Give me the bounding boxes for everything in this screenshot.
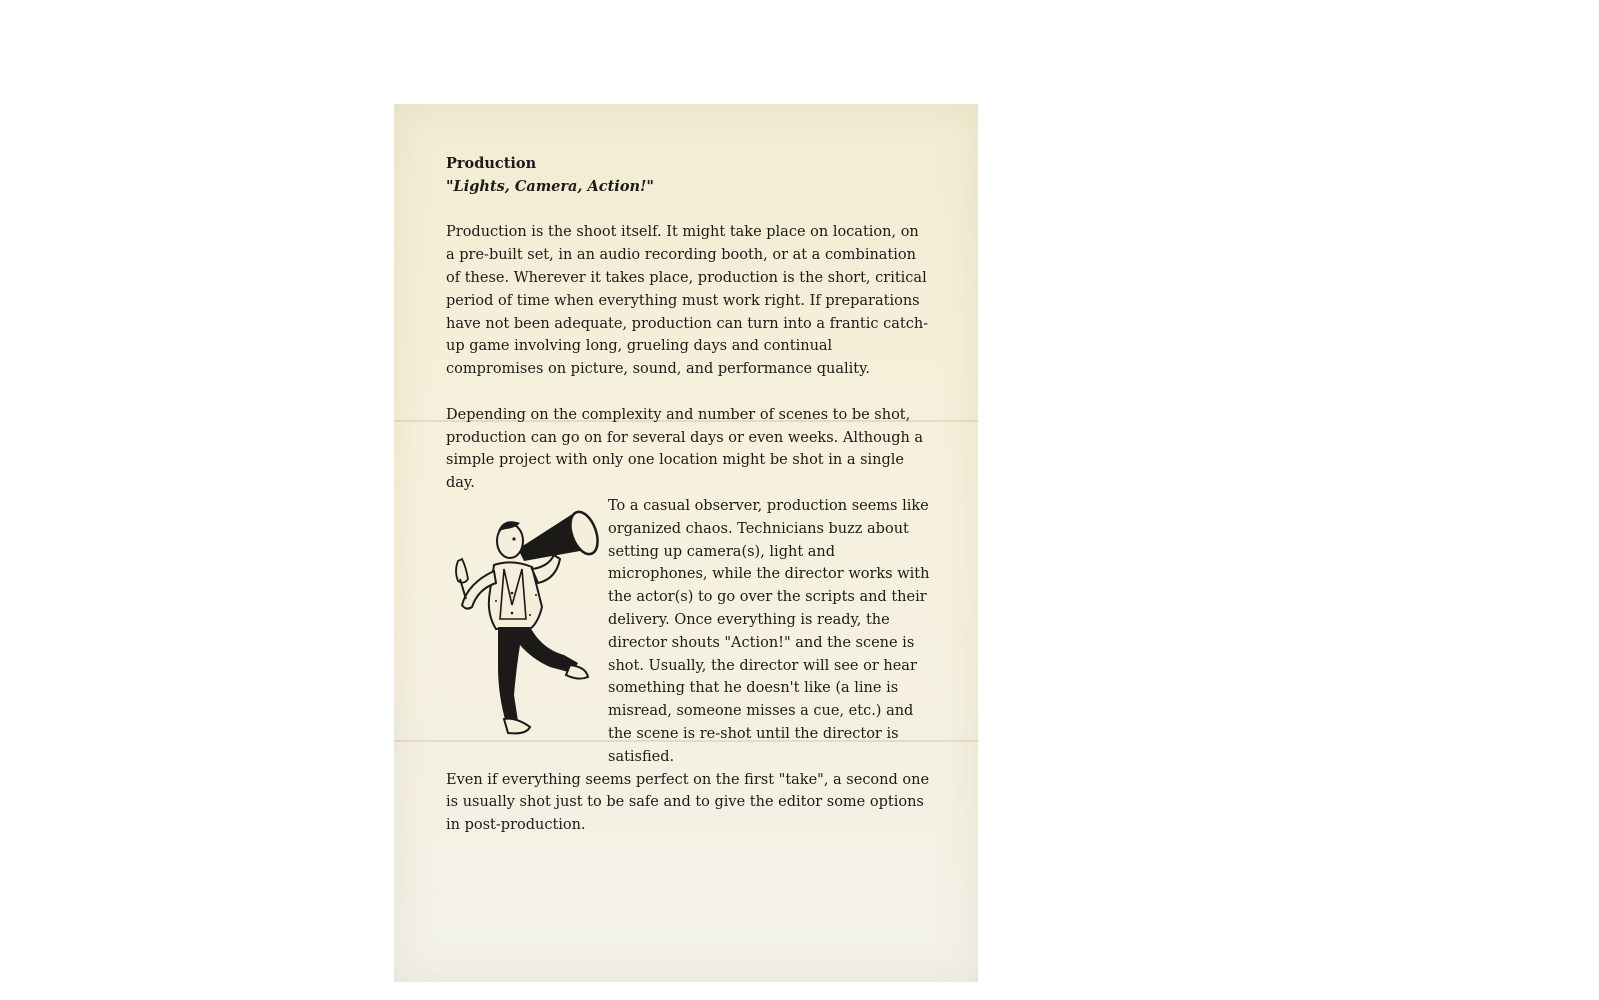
illustrated-section	[446, 495, 931, 769]
paragraph-duration: Depending on the complexity and number of scenes to be shot, production can go on for several days or even weeks. Although a simple project with only one location might be shot in a single day.	[446, 406, 924, 492]
paragraph-second-take: Even if everything seems perfect on the first "take", a second one is usually shot just to be safe and to give the editor some options in post-production.	[446, 771, 930, 834]
paragraph-intro: Production is the shoot itself. It might take place on location, on a pre-built set, in an audio recording booth, or at a combination of these. Wherever it takes place, production is the short, critical period of time when everything must work right. If preparations have not been adequate, production can turn into a frantic catch-up game involving long, grueling days and continual compromises on picture, sound, and performance quality.	[446, 224, 929, 378]
megaphone-man-icon	[446, 495, 608, 745]
page-subtitle: "Lights, Camera, Action!"	[446, 177, 654, 195]
paragraph-on-set: To a casual observer, production seems like organized chaos. Technicians buzz about setting up camera(s), light and microphones, while the director works with the actor(s) to go over the scripts and their delivery. Once everything is ready, the director shouts "Action!" and the scene is shot. Usually, the director will see or hear something that he doesn't like (a line is misread, someone misses a cue, etc.) and the scene is re-shot until the director is satisfied.	[608, 497, 930, 765]
document-content	[446, 153, 931, 837]
document-page	[394, 104, 978, 982]
page-title: Production	[446, 155, 537, 172]
